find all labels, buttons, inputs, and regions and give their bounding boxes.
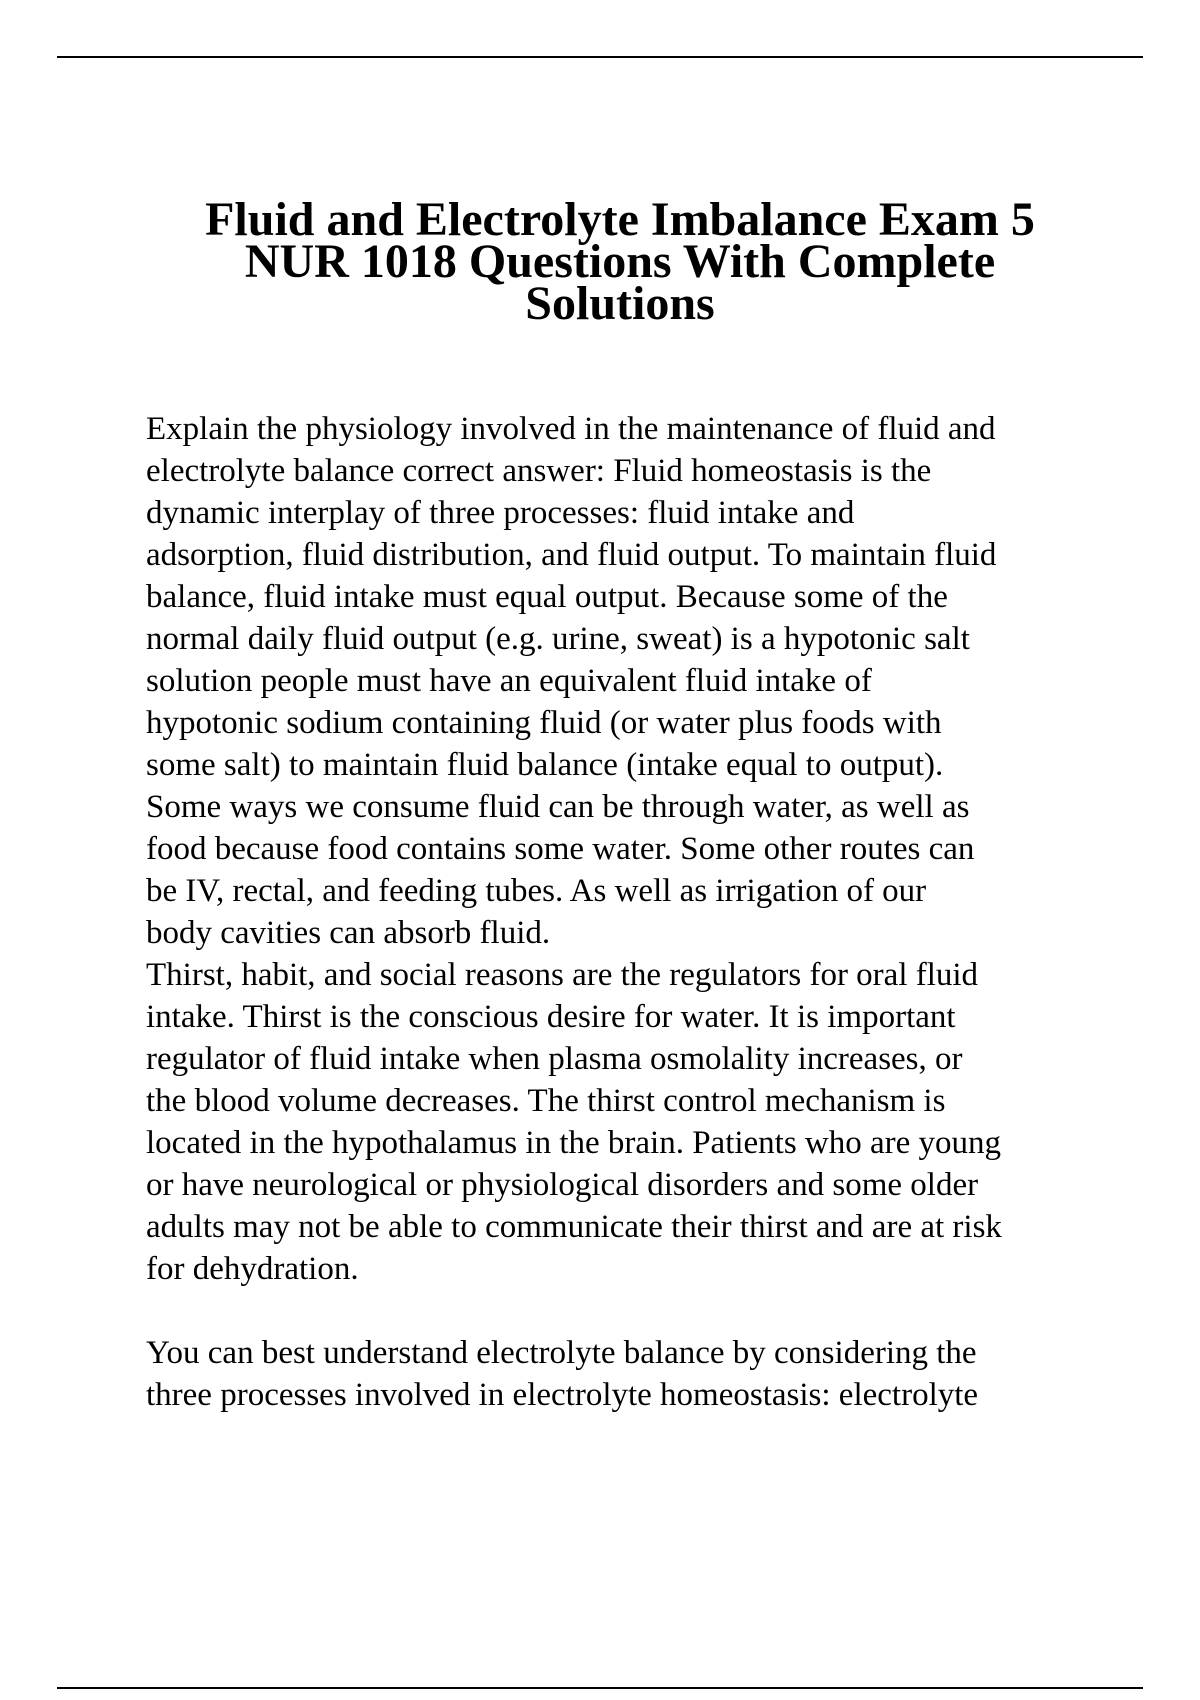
paragraph-gap (146, 1290, 1096, 1332)
bottom-rule (57, 1687, 1143, 1689)
page-title (140, 190, 1100, 330)
text-line: intake. Thirst is the conscious desire for water. It is important (146, 999, 956, 1035)
text-line: dynamic interplay of three processes: fluid intake and (146, 495, 855, 531)
text-line: electrolyte balance correct answer: Fluid homeostasis is the (146, 453, 932, 489)
text-line: Thirst, habit, and social reasons are the regulators for oral fluid (146, 957, 979, 993)
text-line: You can best understand electrolyte balance by considering the (146, 1335, 977, 1371)
top-rule (57, 56, 1143, 58)
text-line: Explain the physiology involved in the maintenance of fluid and (146, 411, 996, 447)
text-line: balance, fluid intake must equal output. Because some of the (146, 579, 948, 615)
text-line: some salt) to maintain fluid balance (intake equal to output). (146, 747, 944, 783)
text-line: hypotonic sodium containing fluid (or water plus foods with (146, 705, 942, 741)
text-line: the blood volume decreases. The thirst control mechanism is (146, 1083, 946, 1119)
text-line: adults may not be able to communicate their thirst and are at risk (146, 1209, 1002, 1245)
text-line: three processes involved in electrolyte homeostasis: electrolyte (146, 1377, 979, 1413)
text-line: adsorption, fluid distribution, and fluid output. To maintain fluid (146, 537, 997, 573)
text-line: Some ways we consume fluid can be through water, as well as (146, 789, 970, 825)
paragraph-physiology (146, 408, 1096, 954)
text-line: body cavities can absorb fluid. (146, 915, 551, 951)
document-body (146, 408, 1096, 1416)
text-line: food because food contains some water. Some other routes can (146, 831, 975, 867)
text-line: normal daily fluid output (e.g. urine, sweat) is a hypotonic salt (146, 621, 970, 657)
text-line: be IV, rectal, and feeding tubes. As well as irrigation of our (146, 873, 927, 909)
paragraph-thirst (146, 954, 1096, 1290)
text-line: for dehydration. (146, 1251, 359, 1287)
text-line: or have neurological or physiological disorders and some older (146, 1167, 979, 1203)
title-line: Fluid and Electrolyte Imbalance Exam 5 (205, 193, 1035, 246)
title-line: NUR 1018 Questions With Complete (244, 235, 996, 288)
text-line: regulator of fluid intake when plasma osmolality increases, or (146, 1041, 963, 1077)
text-line: located in the hypothalamus in the brain. Patients who are young (146, 1125, 1002, 1161)
title-line: Solutions (525, 277, 715, 330)
paragraph-electrolyte (146, 1332, 1096, 1416)
text-line: solution people must have an equivalent fluid intake of (146, 663, 872, 699)
